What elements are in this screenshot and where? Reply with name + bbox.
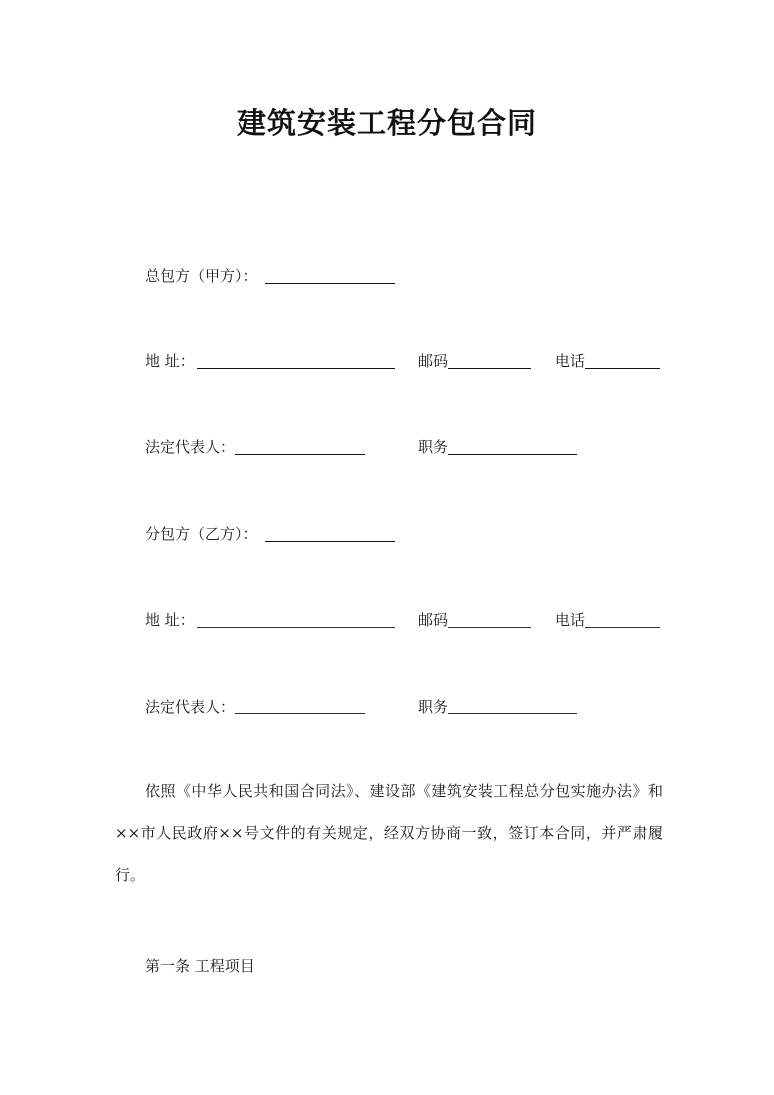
party-b-postcode-label: 邮码 [418, 611, 449, 629]
party-b-address-label: 地 址： [145, 611, 195, 629]
party-b-rep-label: 法定代表人： [145, 698, 236, 716]
party-b-position-field[interactable] [448, 713, 577, 714]
party-b-rep-field[interactable] [235, 713, 365, 714]
party-a-position-label: 职务 [418, 438, 449, 456]
party-a-postcode-field[interactable] [448, 368, 531, 369]
party-a-address-label: 地 址： [145, 352, 195, 370]
party-b-position-label: 职务 [418, 698, 449, 716]
party-a-field[interactable] [265, 283, 395, 284]
party-a-position-field[interactable] [448, 454, 577, 455]
preamble-paragraph: 依照《中华人民共和国合同法》、建设部《建筑安装工程总分包实施办法》和××市人民政府××号文件的有关规定，经双方协商一致，签订本合同，并严肃履行。 [115, 782, 663, 884]
party-b-postcode-field[interactable] [448, 627, 531, 628]
party-b-label: 分包方（乙方）： [145, 525, 258, 543]
party-b-address-field[interactable] [197, 627, 395, 628]
party-a-phone-field[interactable] [585, 368, 660, 369]
party-a-label: 总包方（甲方）： [145, 267, 258, 285]
party-a-rep-label: 法定代表人： [145, 438, 236, 456]
party-b-phone-field[interactable] [585, 627, 660, 628]
party-a-address-field[interactable] [197, 368, 395, 369]
document-title: 建筑安装工程分包合同 [236, 106, 537, 140]
party-a-rep-field[interactable] [235, 454, 365, 455]
party-b-field[interactable] [265, 541, 395, 542]
article-1-heading: 第一条 工程项目 [145, 957, 255, 975]
party-b-phone-label: 电话 [555, 611, 586, 629]
party-a-phone-label: 电话 [555, 352, 586, 370]
party-a-postcode-label: 邮码 [418, 352, 449, 370]
